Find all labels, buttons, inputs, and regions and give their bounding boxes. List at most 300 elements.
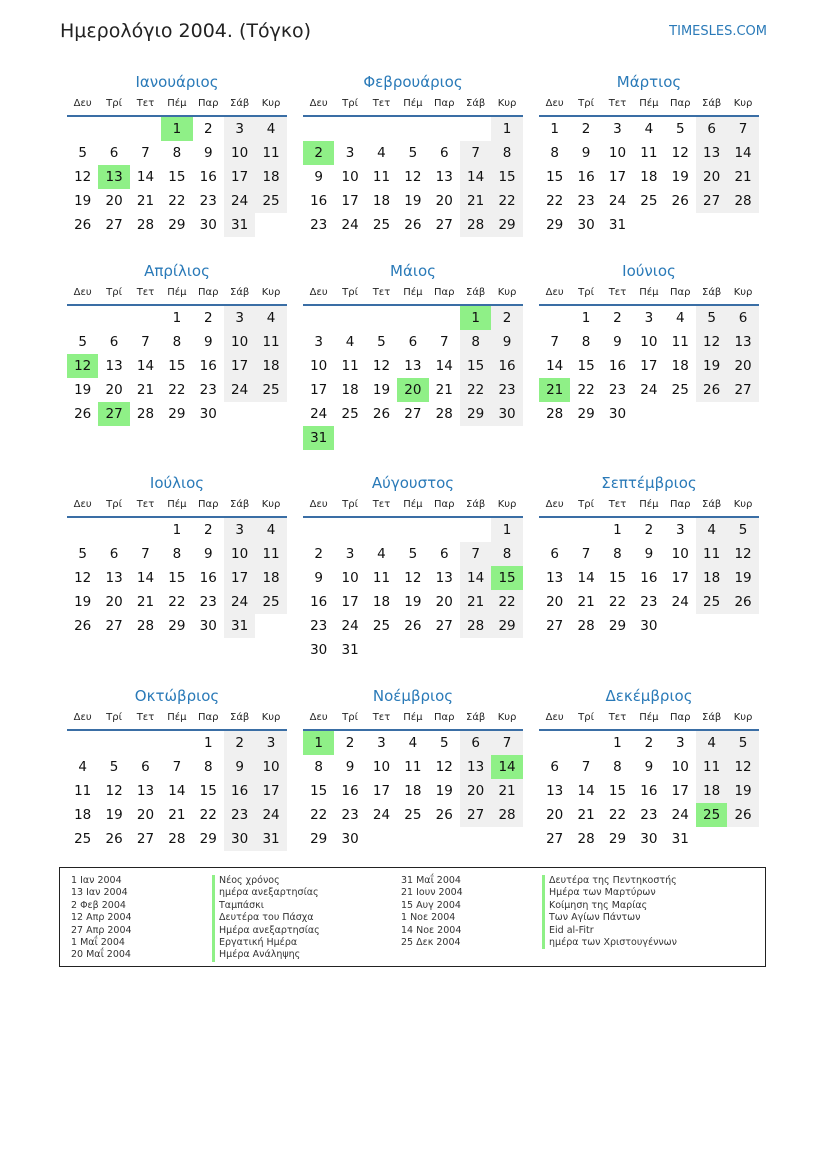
day-cell: 19 <box>404 594 422 610</box>
weekday-label: Κυρ <box>261 712 281 723</box>
weekday-label: Τετ <box>136 712 155 723</box>
day-cell: 15 <box>460 354 491 378</box>
day-cell: 31 <box>608 217 627 233</box>
weekday-label: Δευ <box>545 98 564 109</box>
day-cell: 28 <box>577 831 595 847</box>
holiday-day-cell: 1 <box>460 306 491 330</box>
empty-day-cell <box>366 638 397 662</box>
weekday-label: Σάβ <box>702 499 722 510</box>
week-row <box>303 354 523 378</box>
weekday-label: Δευ <box>545 499 564 510</box>
week-row <box>539 779 759 803</box>
day-cell: 17 <box>341 594 359 610</box>
day-cell: 13 <box>727 330 758 354</box>
day-cell: 19 <box>105 807 123 823</box>
day-cell: 3 <box>224 306 255 330</box>
day-cell: 7 <box>439 334 449 350</box>
weekday-label: Δευ <box>73 499 92 510</box>
day-cell: 23 <box>491 378 522 402</box>
empty-day-cell <box>98 518 129 542</box>
day-cell: 19 <box>727 779 758 803</box>
month-calendar <box>539 472 759 638</box>
day-cell: 24 <box>341 217 359 233</box>
day-cell: 13 <box>105 570 123 586</box>
day-cell: 5 <box>109 759 119 775</box>
day-cell: 22 <box>168 594 186 610</box>
day-cell: 5 <box>78 334 87 350</box>
day-cell: 22 <box>168 382 186 398</box>
weekday-label: Τετ <box>372 287 391 298</box>
empty-day-cell <box>460 426 491 450</box>
month-name: Νοέμβριος <box>372 687 454 705</box>
week-row <box>539 330 759 354</box>
week-row <box>67 803 287 827</box>
holiday-legend <box>59 867 766 967</box>
empty-day-cell <box>397 827 428 851</box>
day-cell: 9 <box>203 334 213 350</box>
week-row <box>67 165 287 189</box>
day-cell: 1 <box>581 310 591 326</box>
day-cell: 5 <box>675 121 685 137</box>
day-cell: 15 <box>199 783 217 799</box>
day-cell: 17 <box>640 358 658 374</box>
day-cell: 4 <box>696 731 727 755</box>
day-cell: 21 <box>136 193 155 209</box>
day-cell: 31 <box>341 642 359 658</box>
day-cell: 17 <box>671 570 689 586</box>
day-cell: 28 <box>136 406 155 422</box>
day-cell: 28 <box>460 213 491 237</box>
weekday-label: Δευ <box>73 287 92 298</box>
day-cell: 30 <box>577 217 595 233</box>
day-cell: 23 <box>199 594 217 610</box>
weekday-label: Κυρ <box>497 712 517 723</box>
legend-date: 1 Νοε 2004 <box>401 912 456 924</box>
day-cell: 2 <box>203 310 213 326</box>
week-row <box>67 827 287 851</box>
week-row <box>67 566 287 590</box>
month-calendar <box>539 260 759 426</box>
day-cell: 3 <box>314 334 323 350</box>
weekday-label: Σάβ <box>466 499 486 510</box>
day-cell: 5 <box>727 518 758 542</box>
weekday-label: Παρ <box>670 499 691 510</box>
weekday-label: Τρί <box>578 287 594 298</box>
day-cell: 14 <box>577 570 595 586</box>
day-cell: 11 <box>372 570 391 586</box>
weekday-label: Παρ <box>434 712 455 723</box>
month-name: Αύγουστος <box>371 474 455 492</box>
weekday-label: Τρί <box>342 287 358 298</box>
empty-day-cell <box>727 213 758 237</box>
week-row <box>67 731 287 755</box>
day-cell: 26 <box>435 807 453 823</box>
day-cell: 8 <box>581 334 591 350</box>
weekday-label: Δευ <box>309 499 328 510</box>
day-cell: 29 <box>168 406 186 422</box>
day-cell: 16 <box>577 169 595 185</box>
day-cell: 25 <box>74 831 92 847</box>
day-cell: 16 <box>341 783 359 799</box>
weekday-label: Κυρ <box>497 98 517 109</box>
day-cell: 29 <box>491 213 522 237</box>
day-cell: 29 <box>608 831 627 847</box>
legend-date: 2 Φεβ 2004 <box>71 899 126 911</box>
day-cell: 27 <box>404 406 422 422</box>
empty-day-cell <box>665 213 696 237</box>
empty-day-cell <box>366 518 397 542</box>
day-cell: 20 <box>546 807 564 823</box>
week-row <box>539 213 759 237</box>
empty-day-cell <box>539 731 570 755</box>
day-cell: 3 <box>675 735 685 751</box>
week-row <box>303 803 523 827</box>
day-cell: 23 <box>577 193 595 209</box>
day-cell: 15 <box>608 570 627 586</box>
week-row <box>303 638 523 662</box>
week-row <box>67 779 287 803</box>
day-cell: 30 <box>608 406 627 422</box>
weekday-label: Κυρ <box>261 98 281 109</box>
legend-date: 14 Νοε 2004 <box>401 924 462 936</box>
day-cell: 26 <box>404 217 422 233</box>
day-cell: 18 <box>255 566 286 590</box>
month-calendar <box>67 71 287 237</box>
month-calendar <box>303 260 523 450</box>
day-cell: 5 <box>408 546 418 562</box>
week-row <box>67 590 287 614</box>
day-cell: 12 <box>435 759 453 775</box>
day-cell: 24 <box>341 618 359 634</box>
weekday-label: Τετ <box>608 499 627 510</box>
legend-date: 12 Απρ 2004 <box>71 912 132 924</box>
legend-dates-column-2 <box>401 875 463 949</box>
day-cell: 5 <box>78 546 87 562</box>
legend-date: 13 Ιαν 2004 <box>71 887 128 899</box>
day-cell: 18 <box>255 165 286 189</box>
day-cell: 20 <box>105 594 123 610</box>
day-cell: 19 <box>404 193 422 209</box>
weekday-label: Πέμ <box>639 712 659 723</box>
weekday-label: Σάβ <box>230 287 250 298</box>
day-cell: 2 <box>581 121 591 137</box>
day-cell: 4 <box>345 334 355 350</box>
day-cell: 4 <box>255 518 286 542</box>
weekday-header <box>67 707 287 731</box>
day-cell: 25 <box>640 193 658 209</box>
empty-day-cell <box>67 306 98 330</box>
day-cell: 17 <box>224 354 255 378</box>
week-row <box>303 117 523 141</box>
day-cell: 9 <box>613 334 622 350</box>
weekday-label: Παρ <box>198 712 219 723</box>
day-cell: 5 <box>696 306 727 330</box>
day-cell: 4 <box>644 121 654 137</box>
empty-day-cell <box>397 117 428 141</box>
day-cell: 1 <box>613 522 622 538</box>
empty-day-cell <box>539 518 570 542</box>
legend-holiday-name: Ημέρα ανεξαρτησίας <box>212 925 320 937</box>
day-cell: 9 <box>314 169 323 185</box>
day-cell: 23 <box>640 594 658 610</box>
weekday-label: Τετ <box>372 712 391 723</box>
empty-day-cell <box>334 518 365 542</box>
weekday-label: Τετ <box>372 98 391 109</box>
week-row <box>303 827 523 851</box>
day-cell: 9 <box>224 755 255 779</box>
holiday-day-cell: 14 <box>491 755 522 779</box>
day-cell: 14 <box>727 141 758 165</box>
legend-holiday-name: Δευτέρα της Πεντηκοστής <box>542 875 677 887</box>
day-cell: 20 <box>546 594 564 610</box>
day-cell: 6 <box>439 546 449 562</box>
day-cell: 22 <box>608 807 627 823</box>
day-cell: 5 <box>727 731 758 755</box>
month-calendar <box>539 71 759 237</box>
weekday-header <box>303 494 523 518</box>
day-cell: 12 <box>404 570 422 586</box>
day-cell: 19 <box>727 566 758 590</box>
day-cell: 9 <box>581 145 591 161</box>
day-cell: 14 <box>546 358 564 374</box>
empty-day-cell <box>397 306 428 330</box>
weekday-label: Σάβ <box>466 712 486 723</box>
day-cell: 12 <box>696 330 727 354</box>
day-cell: 27 <box>435 618 453 634</box>
day-cell: 25 <box>372 217 391 233</box>
legend-holiday-name: Eid al-Fitr <box>542 925 677 937</box>
weekday-label: Κυρ <box>261 499 281 510</box>
empty-day-cell <box>570 518 601 542</box>
empty-day-cell <box>429 827 460 851</box>
holiday-day-cell: 13 <box>98 165 129 189</box>
day-cell: 22 <box>608 594 627 610</box>
day-cell: 14 <box>435 358 453 374</box>
day-cell: 19 <box>671 169 689 185</box>
empty-day-cell <box>366 117 397 141</box>
day-cell: 20 <box>435 193 453 209</box>
day-cell: 18 <box>671 358 689 374</box>
day-cell: 14 <box>168 783 186 799</box>
weekday-label: Πέμ <box>639 499 659 510</box>
day-cell: 3 <box>255 731 286 755</box>
day-cell: 1 <box>491 518 522 542</box>
empty-day-cell <box>98 117 129 141</box>
empty-day-cell <box>727 827 758 851</box>
day-cell: 10 <box>640 334 658 350</box>
week-row <box>303 378 523 402</box>
weekday-label: Πέμ <box>403 287 423 298</box>
day-cell: 23 <box>608 382 627 398</box>
day-cell: 19 <box>74 382 92 398</box>
day-cell: 21 <box>491 779 522 803</box>
day-cell: 2 <box>644 522 654 538</box>
day-cell: 28 <box>435 406 453 422</box>
weekday-label: Τετ <box>136 98 155 109</box>
day-cell: 11 <box>255 141 286 165</box>
empty-day-cell <box>696 402 727 426</box>
day-cell: 20 <box>136 807 155 823</box>
day-cell: 25 <box>255 189 286 213</box>
page-title: Ημερολόγιο 2004. (Τόγκο) <box>60 20 312 42</box>
weekday-label: Παρ <box>434 287 455 298</box>
day-cell: 24 <box>671 594 689 610</box>
day-cell: 29 <box>460 402 491 426</box>
day-cell: 12 <box>727 542 758 566</box>
day-cell: 11 <box>404 759 422 775</box>
day-cell: 21 <box>136 382 155 398</box>
day-cell: 27 <box>696 189 727 213</box>
day-cell: 11 <box>671 334 689 350</box>
legend-names-column-2 <box>542 875 677 949</box>
day-cell: 7 <box>581 759 591 775</box>
day-cell: 24 <box>224 378 255 402</box>
day-cell: 2 <box>644 735 654 751</box>
day-cell: 24 <box>671 807 689 823</box>
day-cell: 27 <box>435 217 453 233</box>
week-row <box>67 213 287 237</box>
day-cell: 7 <box>172 759 182 775</box>
day-cell: 29 <box>168 217 186 233</box>
day-cell: 10 <box>310 358 328 374</box>
empty-day-cell <box>460 638 491 662</box>
week-row <box>67 378 287 402</box>
weekday-label: Τρί <box>578 712 594 723</box>
weekday-label: Τετ <box>608 712 627 723</box>
day-cell: 19 <box>372 382 391 398</box>
empty-day-cell <box>429 638 460 662</box>
weekday-label: Πέμ <box>167 287 187 298</box>
month-calendar <box>303 71 523 237</box>
empty-day-cell <box>67 731 98 755</box>
day-cell: 17 <box>372 783 391 799</box>
day-cell: 22 <box>168 193 186 209</box>
day-cell: 30 <box>640 618 658 634</box>
weekday-label: Δευ <box>309 712 328 723</box>
empty-day-cell <box>303 518 334 542</box>
day-cell: 17 <box>224 566 255 590</box>
weekday-label: Τρί <box>342 712 358 723</box>
day-cell: 6 <box>727 306 758 330</box>
week-row <box>67 614 287 638</box>
day-cell: 19 <box>435 783 453 799</box>
week-row <box>67 141 287 165</box>
day-cell: 26 <box>727 590 758 614</box>
week-row <box>303 590 523 614</box>
day-cell: 20 <box>460 779 491 803</box>
day-cell: 31 <box>671 831 689 847</box>
day-cell: 14 <box>460 165 491 189</box>
day-cell: 15 <box>310 783 328 799</box>
weekday-label: Κυρ <box>497 499 517 510</box>
holiday-day-cell: 12 <box>67 354 98 378</box>
week-row <box>67 306 287 330</box>
day-cell: 16 <box>491 354 522 378</box>
month-calendar <box>303 685 523 851</box>
day-cell: 13 <box>435 570 453 586</box>
day-cell: 13 <box>404 358 422 374</box>
day-cell: 28 <box>727 189 758 213</box>
day-cell: 12 <box>74 570 92 586</box>
day-cell: 21 <box>136 594 155 610</box>
day-cell: 29 <box>168 618 186 634</box>
day-cell: 1 <box>613 735 622 751</box>
day-cell: 30 <box>491 402 522 426</box>
week-row <box>539 117 759 141</box>
holiday-day-cell: 1 <box>161 117 192 141</box>
day-cell: 21 <box>460 189 491 213</box>
day-cell: 25 <box>404 807 422 823</box>
weekday-label: Σάβ <box>230 98 250 109</box>
holiday-day-cell: 2 <box>303 141 334 165</box>
day-cell: 12 <box>671 145 689 161</box>
day-cell: 9 <box>644 546 654 562</box>
day-cell: 7 <box>581 546 591 562</box>
day-cell: 4 <box>78 759 87 775</box>
week-row <box>303 614 523 638</box>
weekday-label: Τρί <box>106 712 122 723</box>
day-cell: 23 <box>640 807 658 823</box>
day-cell: 3 <box>675 522 685 538</box>
day-cell: 25 <box>671 382 689 398</box>
day-cell: 30 <box>199 406 217 422</box>
day-cell: 22 <box>199 807 217 823</box>
day-cell: 19 <box>696 354 727 378</box>
day-cell: 20 <box>105 193 123 209</box>
day-cell: 25 <box>255 378 286 402</box>
day-cell: 23 <box>199 382 217 398</box>
holiday-day-cell: 31 <box>303 426 334 450</box>
day-cell: 8 <box>613 759 622 775</box>
day-cell: 19 <box>74 594 92 610</box>
day-cell: 1 <box>172 310 182 326</box>
day-cell: 25 <box>372 618 391 634</box>
day-cell: 24 <box>224 189 255 213</box>
weekday-header <box>539 707 759 731</box>
site-link[interactable]: TIMESLES.COM <box>669 24 767 39</box>
day-cell: 29 <box>577 406 595 422</box>
empty-day-cell <box>67 117 98 141</box>
day-cell: 4 <box>696 518 727 542</box>
day-cell: 30 <box>341 831 359 847</box>
legend-date: 25 Δεκ 2004 <box>401 936 461 948</box>
month-name: Ιανουάριος <box>135 73 219 91</box>
empty-day-cell <box>491 426 522 450</box>
day-cell: 14 <box>136 358 155 374</box>
day-cell: 30 <box>310 642 328 658</box>
weekday-label: Σάβ <box>230 712 250 723</box>
week-row <box>539 755 759 779</box>
day-cell: 17 <box>341 193 359 209</box>
month-name: Μάρτιος <box>616 73 682 91</box>
day-cell: 7 <box>141 546 150 562</box>
day-cell: 26 <box>74 618 92 634</box>
weekday-label: Παρ <box>434 98 455 109</box>
day-cell: 22 <box>577 382 595 398</box>
week-row <box>303 779 523 803</box>
month-name: Οκτώβριος <box>134 687 220 705</box>
empty-day-cell <box>98 306 129 330</box>
week-row <box>539 566 759 590</box>
day-cell: 4 <box>377 546 386 562</box>
week-row <box>303 542 523 566</box>
weekday-label: Παρ <box>434 499 455 510</box>
day-cell: 15 <box>546 169 564 185</box>
day-cell: 28 <box>577 618 595 634</box>
week-row <box>303 566 523 590</box>
day-cell: 2 <box>613 310 622 326</box>
day-cell: 5 <box>377 334 386 350</box>
